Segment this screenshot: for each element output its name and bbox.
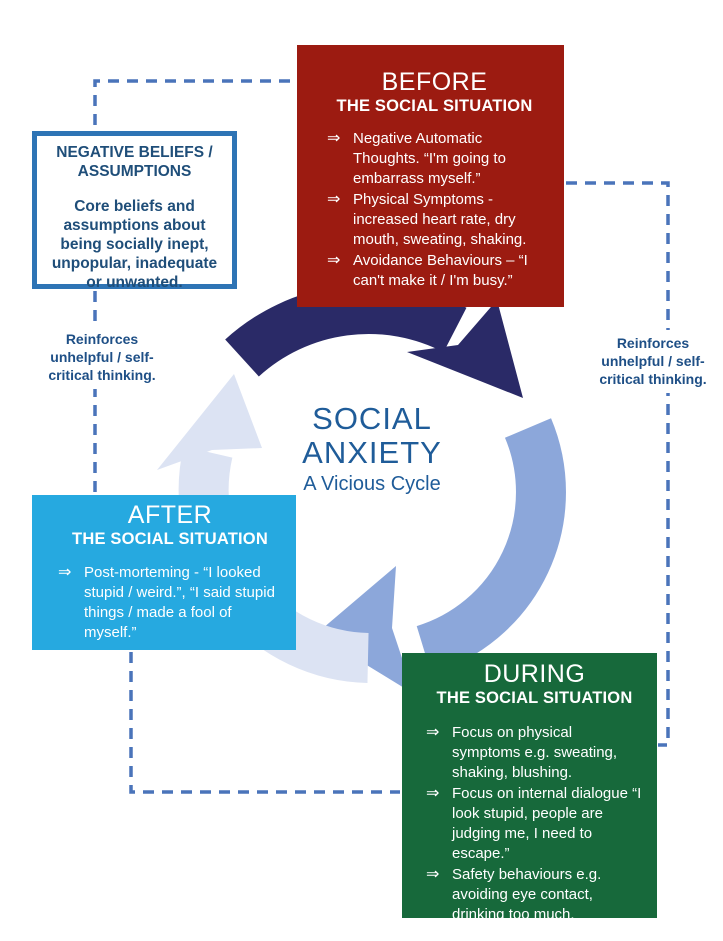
bullet-text: Physical Symptoms - increased heart rate, dry mouth, sweating, shaking. <box>353 191 527 249</box>
diagram-title <box>252 402 492 497</box>
title-line-2: ANXIETY <box>302 435 442 471</box>
during-title: DURING <box>483 660 586 688</box>
title-line-1: SOCIAL <box>312 401 432 436</box>
after-title: AFTER <box>127 501 213 529</box>
before-box <box>297 45 564 307</box>
bullet-arrow-icon: ⇒ <box>426 785 440 803</box>
after-subtitle: THE SOCIAL SITUATION <box>72 529 268 548</box>
reinforces-label-right: Reinforces unhelpful / self-critical thinking. <box>590 330 716 393</box>
bullet-text: Safety behaviours e.g. avoiding eye contact, drinking too much. <box>452 866 602 923</box>
bullet-text: Focus on internal dialogue “I look stupid, people are judging me, I need to escape.” <box>452 785 642 863</box>
bullet-arrow-icon: ⇒ <box>58 564 72 582</box>
after-bullets <box>58 563 282 643</box>
list-item <box>426 865 643 925</box>
before-subtitle: THE SOCIAL SITUATION <box>336 96 533 115</box>
before-title: BEFORE <box>381 68 488 96</box>
negative-beliefs-title: NEGATIVE BELIEFS / ASSUMPTIONS <box>56 144 213 180</box>
bullet-arrow-icon: ⇒ <box>327 191 341 209</box>
reinforces-label-left: Reinforces unhelpful / self-critical thinking. <box>38 326 166 389</box>
during-bullets <box>426 723 643 924</box>
bullet-arrow-icon: ⇒ <box>327 252 341 270</box>
list-item <box>58 563 282 643</box>
list-item <box>327 129 542 189</box>
bullet-text: Negative Automatic Thoughts. “I'm going to embarrass myself.” <box>353 130 506 188</box>
bullet-arrow-icon: ⇒ <box>426 724 440 742</box>
list-item <box>426 784 643 864</box>
before-bullets <box>327 129 542 291</box>
bullet-text: Post-morteming - “I looked stupid / weird.”, “I said stupid things / made a fool of myself.” <box>84 564 275 642</box>
negative-beliefs-body: Core beliefs and assumptions about being socially inept, unpopular, inadequate or unwanted. <box>51 198 218 291</box>
bullet-text: Focus on physical symptoms e.g. sweating, shaking, blushing. <box>452 724 618 782</box>
during-box <box>402 653 657 923</box>
list-item <box>426 723 643 783</box>
list-item <box>327 190 542 250</box>
bullet-arrow-icon: ⇒ <box>327 130 341 148</box>
connector-before-to-beliefs <box>95 81 290 129</box>
title-subtitle: A Vicious Cycle <box>303 473 441 496</box>
bullet-text: Avoidance Behaviours – “I can't make it / I'm busy.” <box>353 252 528 290</box>
during-subtitle: THE SOCIAL SITUATION <box>436 688 633 707</box>
bullet-arrow-icon: ⇒ <box>426 866 440 884</box>
negative-beliefs-box <box>32 131 237 289</box>
after-box <box>32 495 296 650</box>
cycle-arrow-before-to-during <box>242 300 523 398</box>
list-item <box>327 251 542 291</box>
